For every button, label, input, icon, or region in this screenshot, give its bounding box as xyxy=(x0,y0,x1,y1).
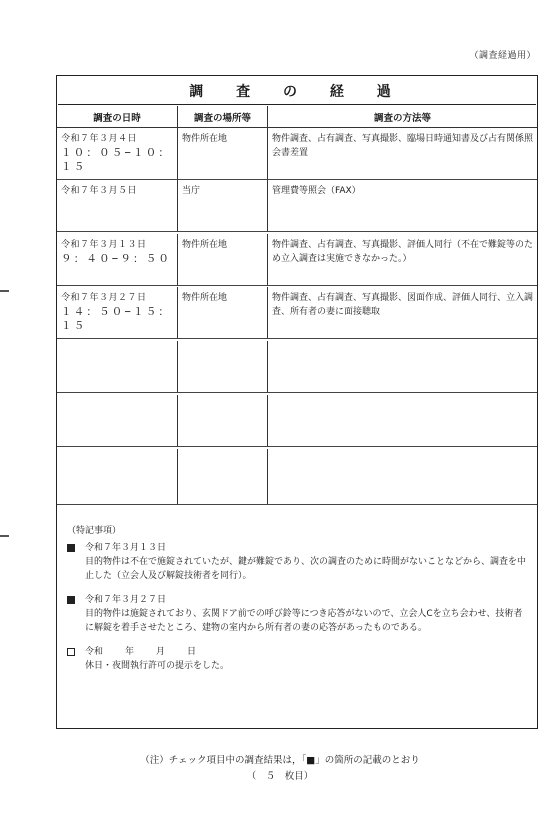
table-row xyxy=(57,395,537,447)
note-item xyxy=(67,593,527,635)
row-method xyxy=(268,449,537,504)
row-method: 管理費等照会（FAX） xyxy=(272,186,361,196)
row-place: 当庁 xyxy=(178,180,268,231)
table-row xyxy=(57,128,537,180)
col-header-method: 調査の方法等 xyxy=(373,112,431,124)
row-place: 物件所在地 xyxy=(178,287,268,338)
row-datetime xyxy=(57,180,178,231)
form-type-label: （調査経過用） xyxy=(469,51,536,61)
table-row xyxy=(57,180,537,232)
note-body: 目的物件は不在で施錠されていたが、鍵が難錠であり、次の調査のために時間がないことなどから、調査を中止した（立会人及び解錠技術者を同行）。 xyxy=(85,557,527,581)
page-count: （ ５ 枚目） xyxy=(246,771,314,782)
note-item xyxy=(67,541,527,583)
row-method: 物件調査、占有調査、写真撮影、臨場日時通知書及び占有関係照会書差置 xyxy=(272,134,534,158)
row-datetime xyxy=(57,234,178,285)
row-place: 物件所在地 xyxy=(178,128,268,179)
note-year-label: 年 xyxy=(125,647,135,657)
special-notes xyxy=(67,524,527,683)
table-row xyxy=(57,341,537,393)
investigation-record-frame xyxy=(56,75,538,729)
footer-note: （注）チェック項目中の調査結果は，「■」の箇所の記載のとおり xyxy=(140,755,420,766)
row-date: 令和７年３月２７日 xyxy=(61,293,147,303)
note-day-label: 日 xyxy=(187,647,197,657)
punch-mark xyxy=(0,290,9,292)
note-date: 令和７年３月２７日 xyxy=(85,595,167,605)
punch-mark xyxy=(0,535,9,537)
row-datetime xyxy=(57,128,178,179)
table-row xyxy=(57,234,537,286)
col-header-datetime: 調査の日時 xyxy=(57,106,178,127)
row-method: 物件調査、占有調査、写真撮影、評価人同行（不在で難錠等のため立入調査は実施できなかった。） xyxy=(272,240,534,264)
notes-heading: （特記事項） xyxy=(67,526,122,536)
unchecked-square-icon xyxy=(67,648,75,656)
row-date: 令和７年３月１３日 xyxy=(61,240,147,250)
table-header xyxy=(57,106,537,128)
note-body: 目的物件は施錠されており、玄関ドア前での呼び鈴等につき応答がないので、立会人Cを立ち会わせ、技術者に解錠を着手させたところ、建物の室内から所有者の妻の応答があったものである。 xyxy=(85,609,523,633)
checked-square-icon xyxy=(67,544,75,552)
row-datetime xyxy=(57,341,178,392)
col-header-place: 調査の場所等 xyxy=(178,106,268,127)
row-date: 令和７年３月５日 xyxy=(61,186,138,196)
row-date: 令和７年３月４日 xyxy=(61,134,138,144)
row-datetime xyxy=(57,395,178,446)
row-place: 物件所在地 xyxy=(178,234,268,285)
record-title: 調 査 の 経 過 xyxy=(58,77,536,105)
row-datetime xyxy=(57,287,178,338)
row-time: １４：５０−１５：１５ xyxy=(61,306,172,332)
row-time: １０：０５−１０：１５ xyxy=(61,147,172,173)
row-place xyxy=(178,449,268,504)
table-row xyxy=(57,449,537,505)
note-item xyxy=(67,645,527,673)
checked-square-icon xyxy=(67,596,75,604)
row-place xyxy=(178,395,268,446)
row-place xyxy=(178,341,268,392)
row-datetime xyxy=(57,449,178,504)
note-date: 令和７年３月１３日 xyxy=(85,543,167,553)
note-month-label: 月 xyxy=(156,647,166,657)
row-method xyxy=(268,341,537,392)
row-method: 物件調査、占有調査、写真撮影、図面作成、評価人同行、立入調査、所有者の妻に面接聴取 xyxy=(272,293,534,317)
row-time: ９：４０−９：５０ xyxy=(61,253,172,265)
row-method xyxy=(268,395,537,446)
note-body: 休日・夜間執行許可の提示をした。 xyxy=(85,661,230,671)
table-row xyxy=(57,287,537,339)
note-era: 令和 xyxy=(85,647,104,657)
